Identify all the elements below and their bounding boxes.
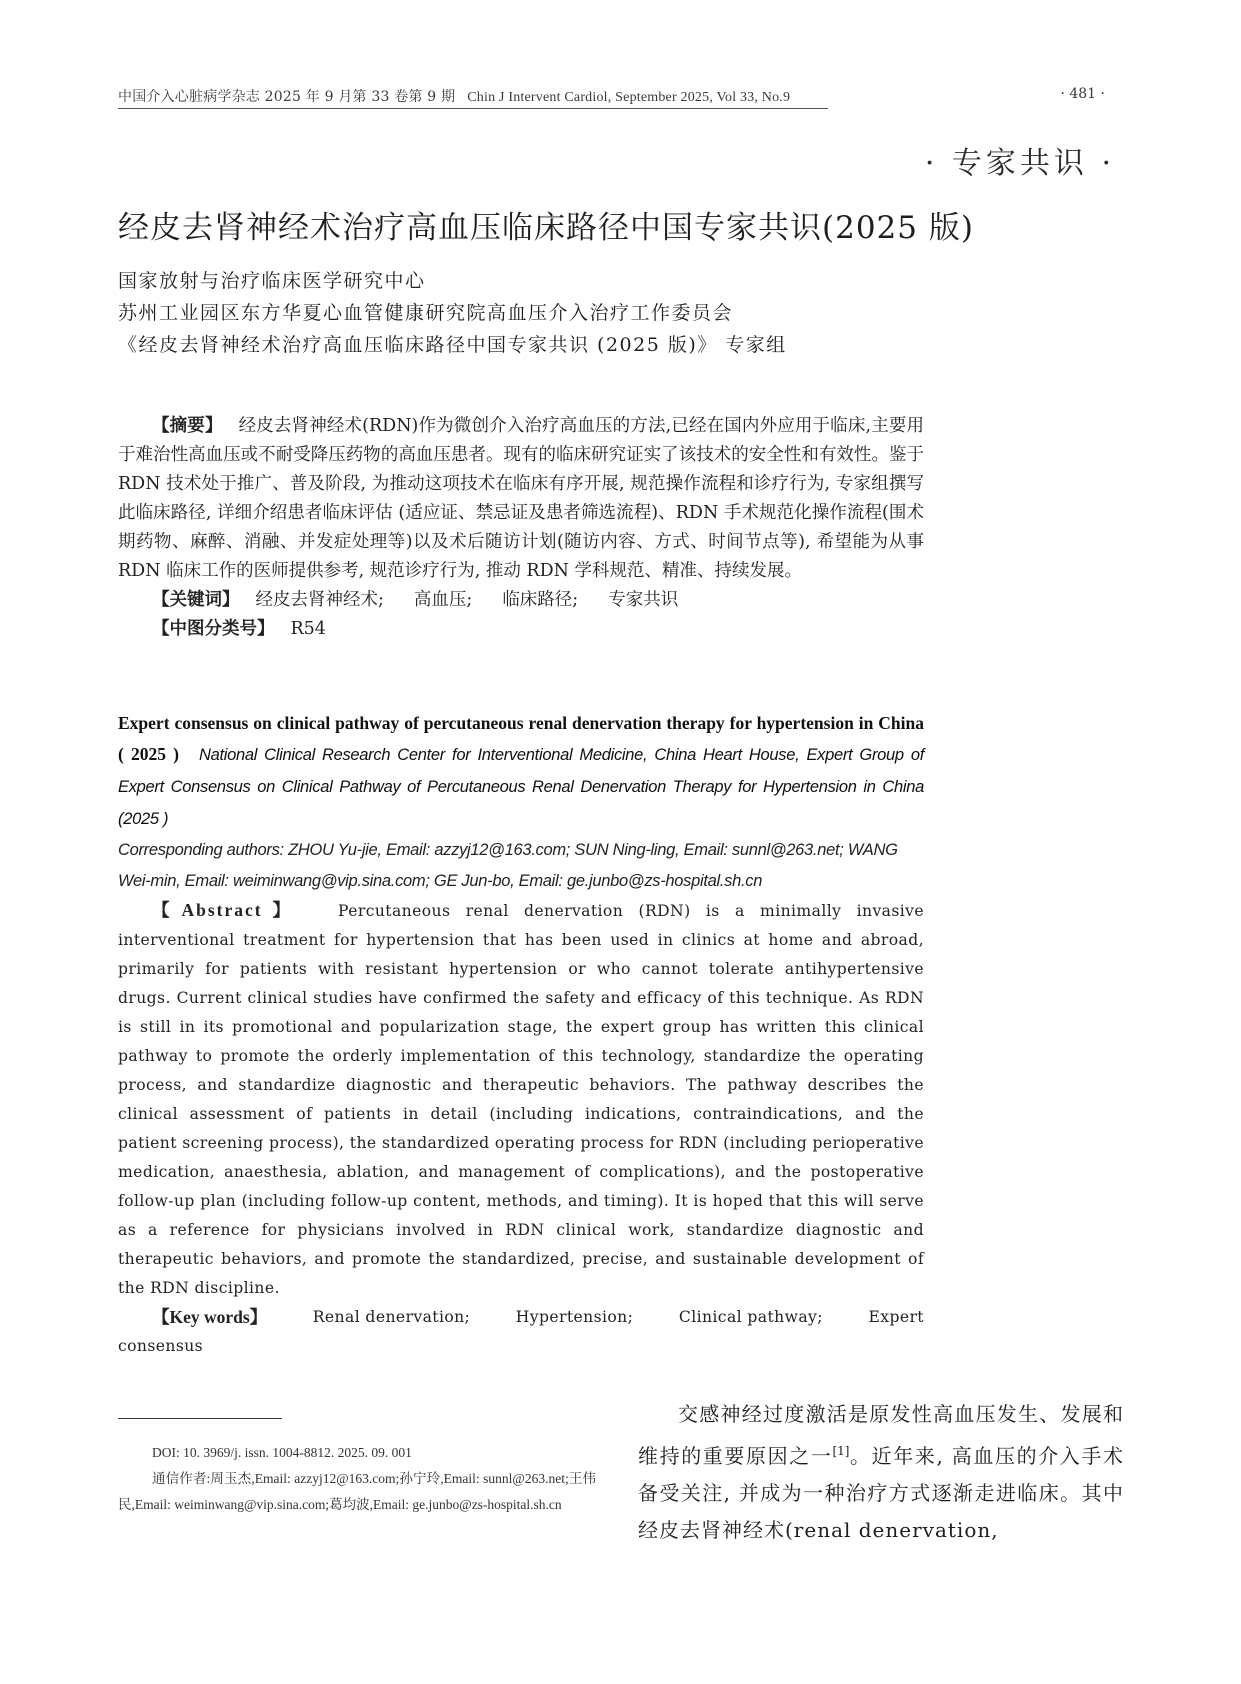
clc-value: R54	[290, 619, 326, 639]
keywords-cn-label: 【关键词】	[152, 590, 240, 610]
journal-cn: 中国介入心脏病学杂志 2025 年 9 月第 33 卷第 9 期	[118, 89, 456, 105]
keyword-cn: 临床路径;	[502, 590, 579, 610]
affiliation-2: 苏州工业园区东方华夏心血管健康研究院高血压介入治疗工作委员会	[118, 302, 734, 324]
footnote	[118, 1440, 596, 1518]
keyword-cn: 高血压;	[413, 590, 473, 610]
keyword-cn: 经皮去肾神经术;	[255, 590, 384, 610]
affiliation-1: 国家放射与治疗临床医学研究中心	[118, 270, 426, 292]
clc-label: 【中图分类号】	[152, 619, 275, 639]
keywords-cn	[118, 586, 924, 615]
affiliation-3: 《经皮去肾神经术治疗高血压临床路径中国专家共识 (2025 版)》 专家组	[118, 334, 787, 356]
abstract-cn-text: 经皮去肾神经术(RDN)作为微创介入治疗高血压的方法,已经在国内外应用于临床,主要用于难治性高血压或不耐受降压药物的高血压患者。现有的临床研究证实了该技术的安全性和有效性。鉴于 RDN 技术处于推广、普及阶段, 为推动这项技术在临床有序开展, 规范操作流程和诊疗行为, 专家组撰写此临床路径, 详细介绍患者临床评估 (适应证、禁忌证及患者筛选流程)、RDN 手术规范化操作流程(围术期药物、麻醉、消融、并发症处理等)以及术后随访计划(随访内容、方式、时间节点等), 希望能为从事 RDN 临床工作的医师提供参考, 规范诊疗行为, 推动 RDN 学科规范、精准、持续发展。	[118, 416, 924, 581]
body-paragraph	[638, 1396, 1124, 1549]
abstract-en	[118, 896, 924, 1361]
keywords-en-tail: consensus	[118, 1337, 204, 1355]
body-text-continue: 。近年来, 高血压的介入手术备受关注, 并成为一种治疗方式逐渐走进临床。其中经皮去肾神经术(renal denervation,	[638, 1444, 1125, 1542]
body-text	[638, 1396, 1124, 1549]
abstract-cn-label: 【摘要】	[152, 416, 223, 436]
english-header	[118, 708, 924, 897]
abstract-en-label: 【Abstract】	[152, 900, 303, 920]
footnote-correspondence: 通信作者:周玉杰,Email: azzyj12@163.com;孙宁玲,Email: sunnl@263.net;王伟民,Email: weiminwang@vip.sina.com;葛均波,Email: ge.junbo@zs-hospital.sh.cn	[118, 1471, 596, 1512]
keyword-cn: 专家共识	[608, 590, 679, 610]
clc-number	[118, 615, 924, 644]
footnote-rule	[118, 1418, 282, 1419]
journal-en: Chin J Intervent Cardiol, September 2025, Vol 33, No.9	[467, 90, 791, 105]
english-title: Expert consensus on clinical pathway of percutaneous renal denervation therapy for hypertension in China ( 2025 )	[118, 713, 924, 764]
english-authors-org: National Clinical Research Center for Interventional Medicine, China Heart House, Expert Group of Expert Consensus on Clinical Pathway of Percutaneous Renal Denervation Therapy for Hypertension in China (2025 )	[118, 746, 924, 828]
keyword-en: Clinical pathway;	[678, 1308, 823, 1326]
abstract-en-text: Percutaneous renal denervation (RDN) is a minimally invasive interventional treatment for hypertension that has been used in clinics at home and abroad, primarily for patients with resistant hypertension or who cannot tolerate antihypertensive drugs. Current clinical studies have confirmed the safety and efficacy of this technique. As RDN is still in its promotional and popularization stage, the expert group has written this clinical pathway to promote the orderly implementation of this technology, standardize the operating process, and standardize diagnostic and therapeutic behaviors. The pathway describes the clinical assessment of patients in detail (including indications, contraindications, and the patient screening process), the standardized operating process for RDN (including perioperative medication, anaesthesia, ablation, and management of complications), and the postoperative follow-up plan (including follow-up content, methods, and timing). It is hoped that this will serve as a reference for physicians involved in RDN clinical work, standardize diagnostic and therapeutic behaviors, and promote the standardized, precise, and sustainable development of the RDN discipline.	[118, 902, 924, 1297]
abstract-cn-paragraph	[118, 412, 924, 586]
article-title: 经皮去肾神经术治疗高血压临床路径中国专家共识(2025 版)	[118, 210, 974, 246]
abstract-cn	[118, 412, 924, 644]
footnote-doi: DOI: 10. 3969/j. issn. 1004-8812. 2025. 09. 001	[152, 1445, 412, 1460]
keywords-en	[118, 1303, 924, 1332]
header-rule	[118, 108, 828, 109]
column-title: · 专家共识 ·	[924, 146, 1115, 181]
keyword-en: Expert	[868, 1308, 924, 1326]
page-number: · 481 ·	[1060, 86, 1105, 102]
keyword-en: Hypertension;	[515, 1308, 634, 1326]
keywords-en-label: 【Key words】	[152, 1307, 268, 1327]
english-title-block	[118, 708, 924, 835]
keyword-en: Renal denervation;	[312, 1308, 471, 1326]
abstract-en-paragraph	[118, 896, 924, 1303]
english-corresponding: Corresponding authors: ZHOU Yu-jie, Email: azzyj12@163.com; SUN Ning-ling, Email: sunnl@263.net; WANG Wei-min, Email: weiminwang@vip.sina.com; GE Jun-bo, Email: ge.junbo@zs-hospital.sh.cn	[118, 841, 898, 890]
running-head	[118, 86, 790, 106]
citation-ref[interactable]: [1]	[832, 1444, 850, 1458]
body-text-start: 交感神经过度激活是原发性高血压发生、发展和维持的重要原因之一	[638, 1402, 1124, 1468]
